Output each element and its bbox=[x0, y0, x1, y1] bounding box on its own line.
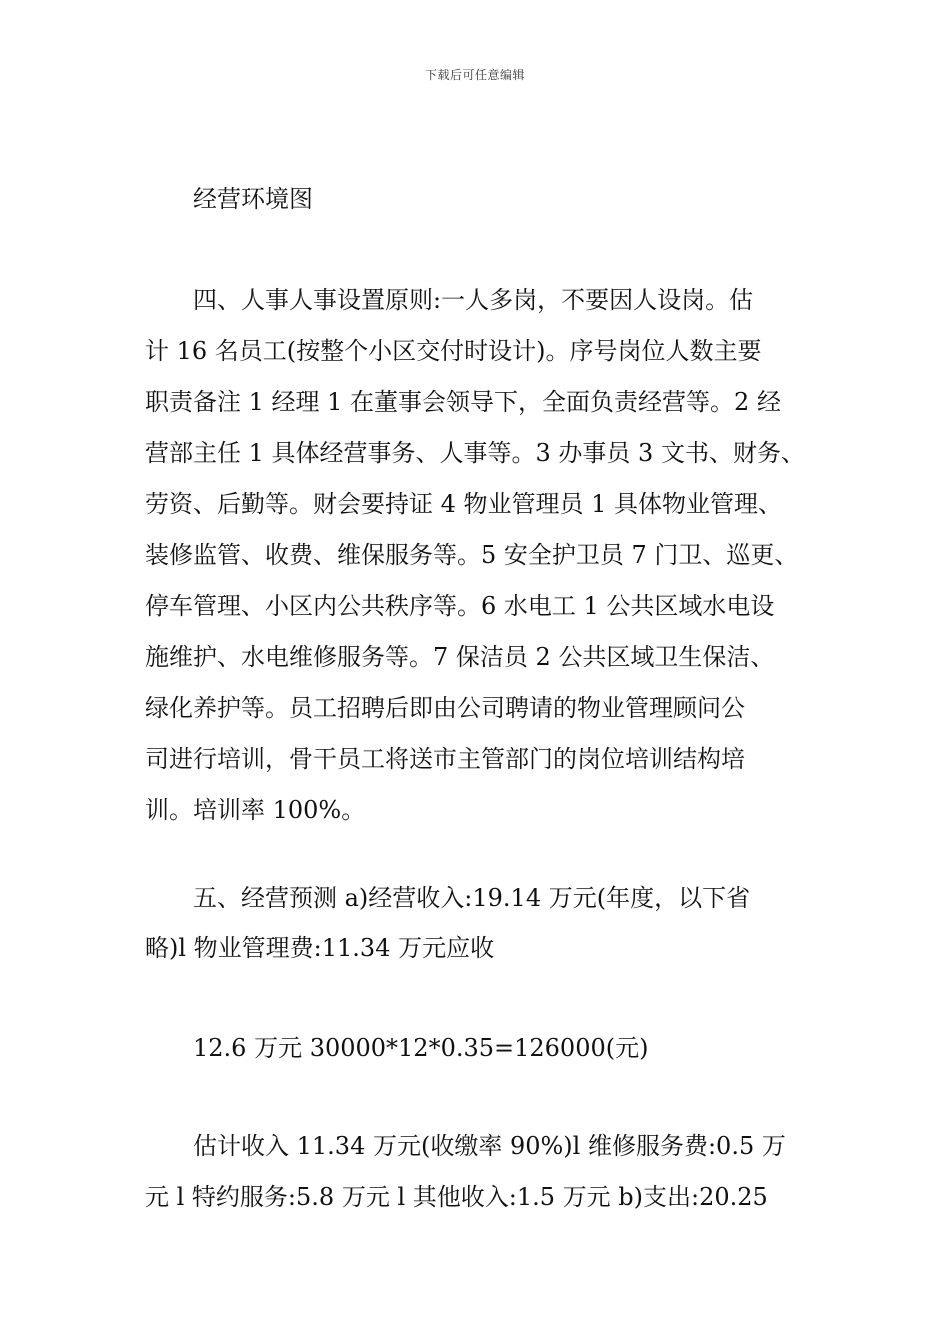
paragraph-line: 装修监管、收费、维保服务等。5 安全护卫员 7 门卫、巡更、 bbox=[145, 541, 799, 569]
paragraph-line: 司进行培训，骨干员工将送市主管部门的岗位培训结构培 bbox=[145, 745, 745, 773]
paragraph-line: 五、经营预测 a)经营收入:19.14 万元(年度，以下省 bbox=[193, 884, 751, 912]
paragraph-line: 施维护、水电维修服务等。7 保洁员 2 公共区域卫生保洁、 bbox=[145, 643, 775, 671]
paragraph-line: 职责备注 1 经理 1 在董事会领导下，全面负责经营等。2 经 bbox=[145, 388, 781, 416]
paragraph-line: 四、人事人事设置原则:一人多岗，不要因人设岗。估 bbox=[193, 286, 754, 314]
paragraph-line: 营部主任 1 具体经营事务、人事等。3 办事员 3 文书、财务、 bbox=[145, 439, 805, 467]
paragraph-line: 训。培训率 100%。 bbox=[145, 796, 366, 824]
paragraph-line: 略)l 物业管理费:11.34 万元应收 bbox=[145, 934, 495, 962]
paragraph-line: 劳资、后勤等。财会要持证 4 物业管理员 1 具体物业管理、 bbox=[145, 490, 783, 518]
paragraph-line: 估计收入 11.34 万元(收缴率 90%)l 维修服务费:0.5 万 bbox=[193, 1132, 786, 1160]
paragraph-line: 绿化养护等。员工招聘后即由公司聘请的物业管理顾问公 bbox=[145, 694, 745, 722]
paragraph-line: 计 16 名员工(按整个小区交付时设计)。序号岗位人数主要 bbox=[145, 337, 762, 365]
calculation-line: 12.6 万元 30000*12*0.35=126000(元) bbox=[193, 1034, 649, 1062]
paragraph-line: 元 l 特约服务:5.8 万元 l 其他收入:1.5 万元 b)支出:20.25 bbox=[145, 1183, 768, 1211]
paragraph-line: 停车管理、小区内公共秩序等。6 水电工 1 公共区域水电设 bbox=[145, 592, 775, 620]
header-note: 下载后可任意编辑 bbox=[424, 68, 525, 82]
section-heading: 经营环境图 bbox=[193, 185, 313, 213]
